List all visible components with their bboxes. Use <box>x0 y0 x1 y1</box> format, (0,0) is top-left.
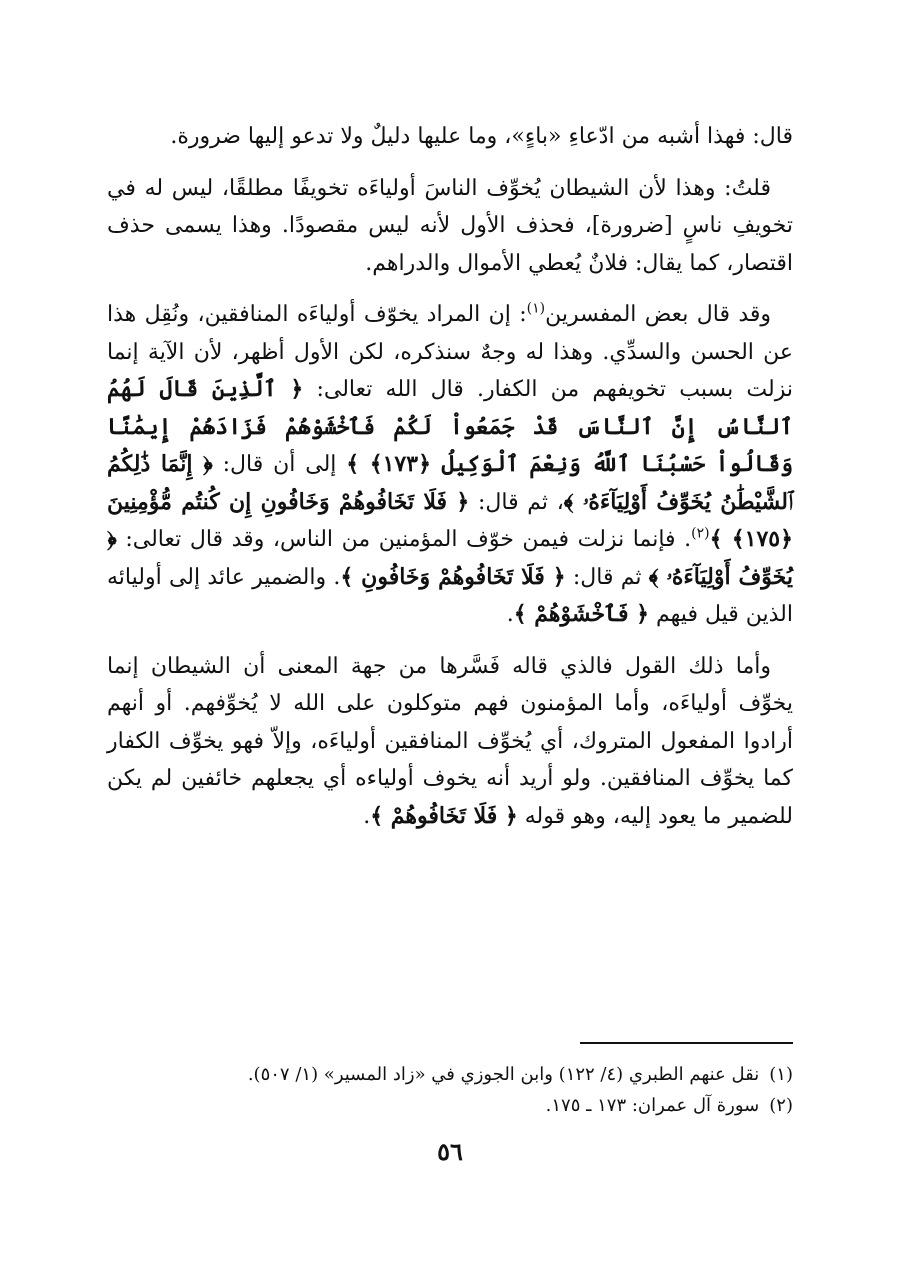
p3-text-g: . والضمير عائد إلى أوليائه الذين قيل فيهم <box>107 564 793 627</box>
quran-verse-2: ﴿ إِنَّمَا ذَٰلِكُمُ ٱلشَّيْطَٰنُ يُخَوِّفُ أَوْلِيَآءَهُۥ ﴾ <box>107 451 793 515</box>
footnote-2-text: سورة آل عمران: ١٧٣ ـ ١٧٥. <box>545 1095 760 1116</box>
quran-verse-7: ﴿ فَلَا تَخَافُوهُمْ ﴾ <box>370 802 518 829</box>
p4-text-a: وأما ذلك القول فالذي قاله فَسَّرها من جهة المعنى أن الشيطان إنما يخوِّف أولياءَه، وأما المؤمنون فهم متوكلون على الله لا يُخوِّفهم. أو أنهم أرادوا المفعول المتروك، أي يُخوِّف المنافقين أولياءَه، وإلاّ فهو يخوِّف الكفار كما يخوِّف المنافقين. ولو أريد أنه يخوف أولياءه أي يجعلهم خائفين لم يكن للضمير ما يعود إليه، وهو قوله <box>107 653 793 829</box>
footnote-ref-1[interactable]: (١) <box>526 300 546 317</box>
footnote-divider <box>580 1042 793 1044</box>
footnotes <box>107 1059 793 1121</box>
quran-verse-5: ﴿ فَلَا تَخَافُوهُمْ وَخَافُونِ ﴾ <box>340 563 566 590</box>
paragraph-2-text: قلتُ: وهذا لأن الشيطان يُخوِّف الناسَ أولياءَه تخويفًا مطلقًا، ليس له في تخويفِ ناسٍ [ضرورة]، فحذف الأول لأنه ليس مقصودًا. وهذا يسمى حذف اقتصار، كما يقال: فلانٌ يُعطي الأموال والدراهم. <box>107 175 793 276</box>
page-number: ٥٦ <box>437 1137 463 1166</box>
p3-text-e: . فإنما نزلت فيمن خوّف المؤمنين من الناس، وقد قال تعالى: <box>116 527 692 552</box>
quran-verse-6: ﴿ فَٱخْشَوْهُمْ ﴾ <box>513 601 650 627</box>
page-body <box>107 118 793 849</box>
p3-text-c: إلى أن قال: <box>212 452 347 477</box>
footnote-2 <box>107 1090 793 1121</box>
paragraph-4 <box>107 648 793 836</box>
footnote-2-number: (٢) <box>769 1095 793 1116</box>
footnote-1 <box>107 1059 793 1090</box>
paragraph-2 <box>107 170 793 283</box>
p3-text-h: . <box>506 602 514 627</box>
footnote-ref-2[interactable]: (٢) <box>691 525 710 542</box>
quran-verse-1: ﴿ ٱلَّذِينَ قَالَ لَهُمُ ٱلنَّاسُ إِنَّ ٱلنَّاسَ قَدْ جَمَعُواْ لَكُمْ فَٱخْشَوْهُمْ فَزَادَهُمْ إِيمَٰنًا وَقَالُواْ حَسْبُنَا ٱللَّهُ وَنِعْمَ ٱلْوَكِيلُ ﴿١٧٣﴾ ﴾ <box>107 376 793 477</box>
p3-text-a: وقد قال بعض المفسرين <box>545 302 772 327</box>
paragraph-3 <box>107 296 793 634</box>
p4-text-b: . <box>363 803 371 829</box>
quran-verse-3: ﴿ فَلَا تَخَافُوهُمْ وَخَافُونِ إِن كُنتُم مُّؤْمِنِينَ ﴿١٧٥﴾ ﴾ <box>107 488 793 552</box>
p3-text-f: ثم قال: <box>565 564 649 590</box>
p3-text-d: ، ثم قال: <box>469 489 564 515</box>
footnote-1-text: نقل عنهم الطبري (٤/ ١٢٢) وابن الجوزي في «زاد المسير» (١/ ٥٠٧). <box>247 1064 760 1085</box>
paragraph-1: قال: فهذا أشبه من ادّعاءِ «باءٍ»، وما عليها دليلٌ ولا تدعو إليها ضرورة. <box>170 124 793 149</box>
p3-text-b: : إن المراد يخوّف أولياءَه المنافقين، ونُقِل هذا عن الحسن والسدِّي. وهذا له وجهٌ سنذكره، لكن الأول أظهر، لأن الآية إنما نزلت بسبب تخويفهم من الكفار. قال الله تعالى: <box>107 302 793 402</box>
quran-verse-4: ﴿ يُخَوِّفُ أَوْلِيَآءَهُۥ ﴾ <box>107 526 793 590</box>
footnote-1-number: (١) <box>769 1064 793 1085</box>
